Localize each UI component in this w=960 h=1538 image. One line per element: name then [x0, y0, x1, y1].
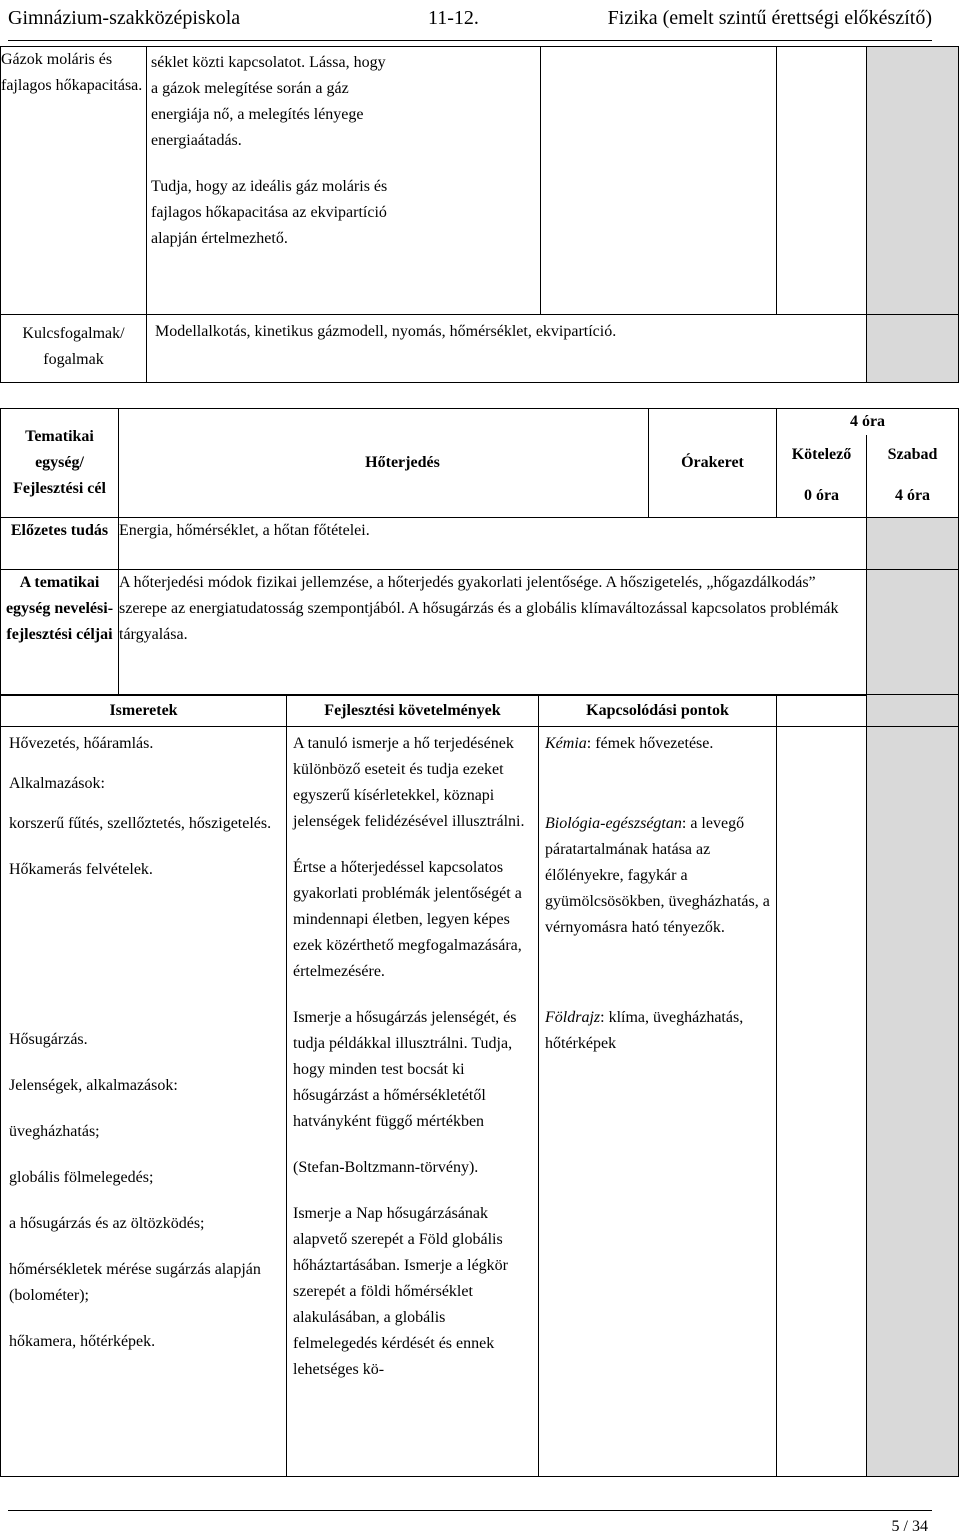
knowledge-item: Alkalmazások:	[9, 775, 105, 792]
page-header	[8, 0, 932, 41]
footer-rule	[8, 1510, 932, 1511]
goals-label: A tematikai egység nevelési-fejlesztési céljai	[1, 569, 119, 695]
requirement-item: Ismerje a hősugárzás jelenségét, és tudja példákkal illusztrálni. Tudja, hogy minden test bocsát ki hősugárzást a hőmérsékletétől hatványként függő mértékben	[293, 1009, 517, 1130]
free-label: Szabad	[867, 435, 959, 475]
knowledge-item: a hősugárzás és az öltözködés;	[9, 1215, 205, 1232]
subject-title: Fizika (emelt szintű érettségi előkészítő)	[607, 7, 932, 29]
connection-item: Kémia: fémek hővezetése.	[545, 735, 714, 752]
requirements-column	[287, 727, 539, 1477]
requirement-item: A tanuló ismerje a hő terjedésének különböző eseteit és tudja ezeket egyszerű kísérletekkel, köznapi jelenségek felidézésével illusztrálni.	[293, 735, 525, 830]
connections-column	[539, 727, 777, 1477]
unit-title: Hőterjedés	[119, 409, 649, 518]
knowledge-item: hőkamera, hőtérképek.	[9, 1333, 156, 1350]
page-number: 5 / 34	[891, 1518, 928, 1535]
unit-label: Tematikai egység/ Fejlesztési cél	[1, 409, 119, 518]
goals-text: A hőterjedési módok fizikai jellemzése, a hőterjedés gyakorlati jelentősége. A hőszigetelés, „hőgazdálkodás” szerepe az energiatudatosság szempontjából. A hősugárzás és a globális klímaváltozással kapcsolatos problémák tárgyalása.	[119, 569, 867, 695]
prior-knowledge-label: Előzetes tudás	[1, 517, 119, 569]
key-concepts-label: Kulcsfogalmak/ fogalmak	[1, 315, 147, 383]
requirement-item: Ismerje a Nap hősugárzásának alapvető szerepét a Föld globális hőháztartásában. Ismerje a légkör szerepét a földi hőmérséklet alakulásában, a globális felmelegedés kérdését és ennek lehetséges kö-	[293, 1205, 509, 1378]
knowledge-item: Hősugárzás.	[9, 1031, 88, 1048]
knowledge-item: üvegházhatás;	[9, 1123, 100, 1140]
column-header-requirements: Fejlesztési követelmények	[287, 695, 539, 727]
topic-label: Gázok moláris és fajlagos hőkapacitása.	[1, 47, 147, 315]
knowledge-item: korszerű fűtés, szellőztetés, hőszigetelés.	[9, 815, 272, 832]
top-table	[0, 46, 959, 383]
grade-label: 11-12.	[428, 7, 479, 29]
knowledge-item: Jelenségek, alkalmazások:	[9, 1077, 178, 1094]
knowledge-item: globális fölmelegedés;	[9, 1169, 154, 1186]
content-table	[0, 694, 959, 1477]
key-concepts-text: Modellalkotás, kinetikus gázmodell, nyomás, hőmérséklet, ekvipartíció.	[147, 315, 867, 383]
connection-item: Földrajz: klíma, üvegházhatás, hőtérképek	[545, 1009, 744, 1052]
requirement-item: Értse a hőterjedéssel kapcsolatos gyakorlati problémák jelentőségét a mindennapi életben, legyen képes ezek közérthető megfogalmazására, értelmezésére.	[293, 859, 522, 980]
unit-table	[0, 408, 959, 696]
hours-frame-label: Órakeret	[649, 409, 777, 518]
requirement-item: (Stefan-Boltzmann-törvény).	[293, 1159, 479, 1176]
requirement-text: séklet közti kapcsolatot. Lássa, hogy a gázok melegítése során a gáz energiája nő, a melegítés lényege energiaátadás.	[151, 54, 386, 149]
column-header-connections: Kapcsolódási pontok	[539, 695, 777, 727]
free-hours: 4 óra	[867, 475, 959, 517]
school-name: Gimnázium-szakközépiskola	[8, 7, 241, 29]
knowledge-column	[1, 727, 287, 1477]
knowledge-item: Hőkamerás felvételek.	[9, 861, 153, 878]
knowledge-item: Hővezetés, hőáramlás.	[9, 735, 154, 752]
connection-item: Biológia-egészségtan: a levegő páratartalmának hatása az élőlényekre, fagykár a gyümölcsösökben, üvegházhatás, a vérnyomásra ható tényezők.	[545, 815, 770, 936]
requirement-text: Tudja, hogy az ideális gáz moláris és fajlagos hőkapacitása az ekvipartíció alapján értelmezhető.	[151, 178, 388, 247]
mandatory-label: Kötelező	[777, 435, 867, 475]
column-header-knowledge: Ismeretek	[1, 695, 287, 727]
hours-total: 4 óra	[777, 409, 959, 436]
mandatory-hours: 0 óra	[777, 475, 867, 517]
knowledge-item: hőmérsékletek mérése sugárzás alapján (bolométer);	[9, 1261, 261, 1304]
prior-knowledge-text: Energia, hőmérséklet, a hőtan főtételei.	[119, 517, 867, 569]
